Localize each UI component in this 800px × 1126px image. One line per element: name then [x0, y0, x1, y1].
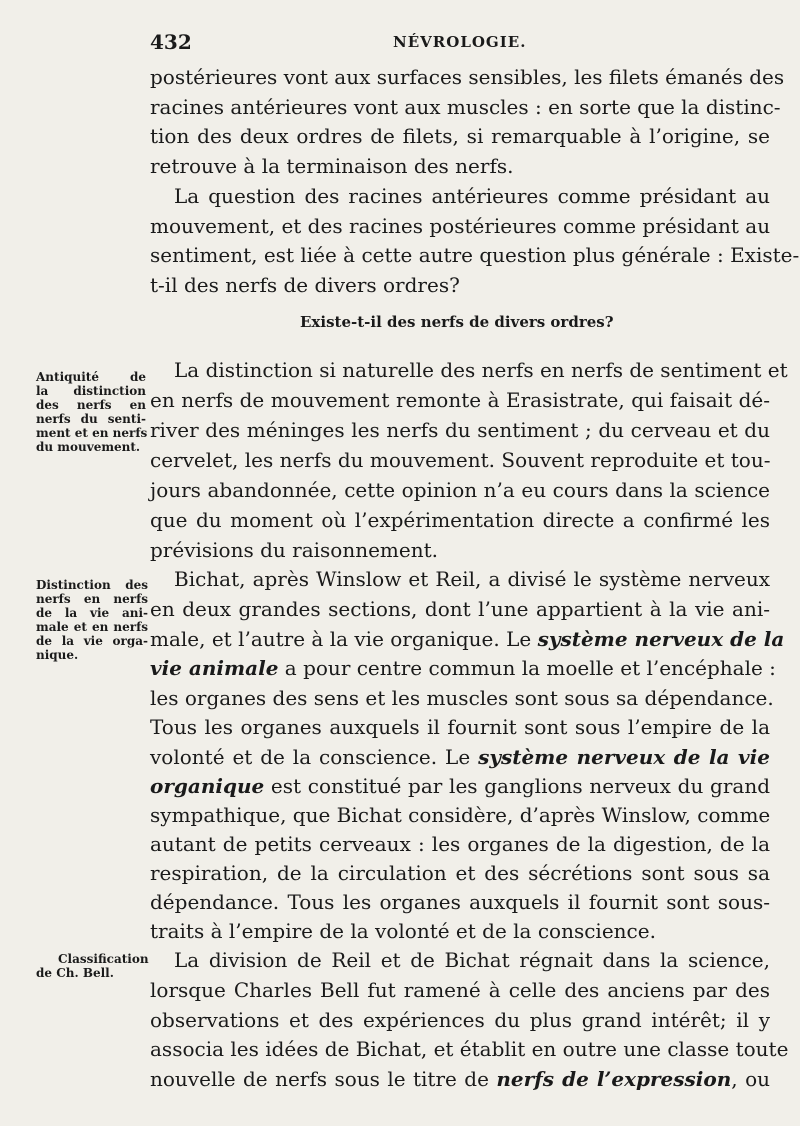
text-span: volonté et de la conscience. Le: [150, 745, 479, 769]
text-line: que du moment où l’expérimentation directe a confirmé les: [150, 508, 770, 532]
text-line: [150, 624, 785, 654]
text-line: associa les idées de Bichat, et établit en outre une classe toute: [150, 1037, 789, 1061]
margin-note-antiquite: [36, 370, 146, 454]
text-line: [150, 771, 770, 801]
margin-note-line: nerfs en nerfs: [36, 592, 148, 606]
text-line: retrouve à la terminaison des nerfs.: [150, 154, 514, 178]
text-line: observations et des expériences du plus grand intérêt; il y: [150, 1008, 770, 1032]
text-line: sympathique, que Bichat considère, d’après Winslow, comme: [150, 803, 771, 827]
page-number: 432: [150, 30, 192, 54]
margin-note-line: la distinction: [36, 384, 146, 398]
text-line: lorsque Charles Bell fut ramené à celle des anciens par des: [150, 978, 770, 1002]
text-line: tion des deux ordres de filets, si remarquable à l’origine, se: [150, 124, 770, 148]
margin-note-line: de la vie orga-: [36, 634, 148, 648]
italic-term: organique: [150, 774, 265, 798]
margin-note-line: Distinction des: [36, 578, 148, 592]
section-heading: Existe-t-il des nerfs de divers ordres?: [300, 313, 614, 331]
text-line: cervelet, les nerfs du mouvement. Souvent reproduite et tou-: [150, 448, 771, 472]
text-line: traits à l’empire de la volonté et de la conscience.: [150, 919, 656, 943]
text-line: Tous les organes auxquels il fournit sont sous l’empire de la: [150, 715, 770, 739]
text-line: [150, 653, 776, 683]
margin-note-line: nerfs du senti-: [36, 412, 146, 426]
text-span: , ou: [731, 1067, 770, 1091]
text-line: jours abandonnée, cette opinion n’a eu cours dans la science: [150, 478, 770, 502]
margin-note-distinction: [36, 578, 148, 662]
text-line: Bichat, après Winslow et Reil, a divisé le système nerveux: [174, 567, 770, 591]
italic-term: nerfs de l’expression: [496, 1067, 732, 1091]
running-head: NÉVROLOGIE.: [393, 33, 527, 51]
main-text: [150, 0, 800, 1126]
text-line: postérieures vont aux surfaces sensibles, les filets émanés des: [150, 65, 785, 89]
text-line: [150, 1064, 770, 1094]
margin-note-line: Classification: [58, 952, 149, 966]
text-line: dépendance. Tous les organes auxquels il fournit sont sous-: [150, 890, 770, 914]
margin-note-line: des nerfs en: [36, 398, 146, 412]
text-span: nouvelle de nerfs sous le titre de: [150, 1067, 497, 1091]
text-line: [150, 742, 770, 772]
text-line: La division de Reil et de Bichat régnait dans la science,: [174, 948, 770, 972]
text-line: respiration, de la circulation et des sécrétions sont sous sa: [150, 861, 770, 885]
text-line: en nerfs de mouvement remonte à Erasistrate, qui faisait dé-: [150, 388, 770, 412]
text-line: prévisions du raisonnement.: [150, 538, 438, 562]
margin-note-classification: [36, 952, 152, 980]
margin-note-line: ment et en nerfs: [36, 426, 148, 440]
margin-note-line: Antiquité de: [36, 370, 146, 384]
margin-note-line: du mouvement.: [36, 440, 141, 454]
italic-term: système nerveux de la vie: [478, 745, 770, 769]
margin-note-line: nique.: [36, 648, 79, 662]
text-line: autant de petits cerveaux : les organes de la digestion, de la: [150, 832, 770, 856]
italic-term: système nerveux de la: [537, 627, 785, 651]
text-span: a pour centre commun la moelle et l’encéphale :: [278, 656, 776, 680]
margin-note-line: de la vie ani-: [36, 606, 148, 620]
text-span: male, et l’autre à la vie organique. Le: [150, 627, 538, 651]
text-line: La question des racines antérieures comme présidant au: [174, 184, 770, 208]
text-span: est constitué par les ganglions nerveux du grand: [264, 774, 770, 798]
margin-note-line: de Ch. Bell.: [36, 966, 114, 980]
margin-note-line: male et en nerfs: [36, 620, 148, 634]
text-line: mouvement, et des racines postérieures comme présidant au: [150, 214, 771, 238]
italic-term: vie animale: [150, 656, 279, 680]
text-line: La distinction si naturelle des nerfs en nerfs de sentiment et: [174, 358, 788, 382]
text-line: sentiment, est liée à cette autre question plus générale : Existe-: [150, 243, 800, 267]
text-line: river des méninges les nerfs du sentiment ; du cerveau et du: [150, 418, 770, 442]
text-line: t-il des nerfs de divers ordres?: [150, 273, 460, 297]
text-line: les organes des sens et les muscles sont sous sa dépendance.: [150, 686, 774, 710]
text-line: en deux grandes sections, dont l’une appartient à la vie ani-: [150, 597, 770, 621]
text-line: racines antérieures vont aux muscles : en sorte que la distinc-: [150, 95, 781, 119]
